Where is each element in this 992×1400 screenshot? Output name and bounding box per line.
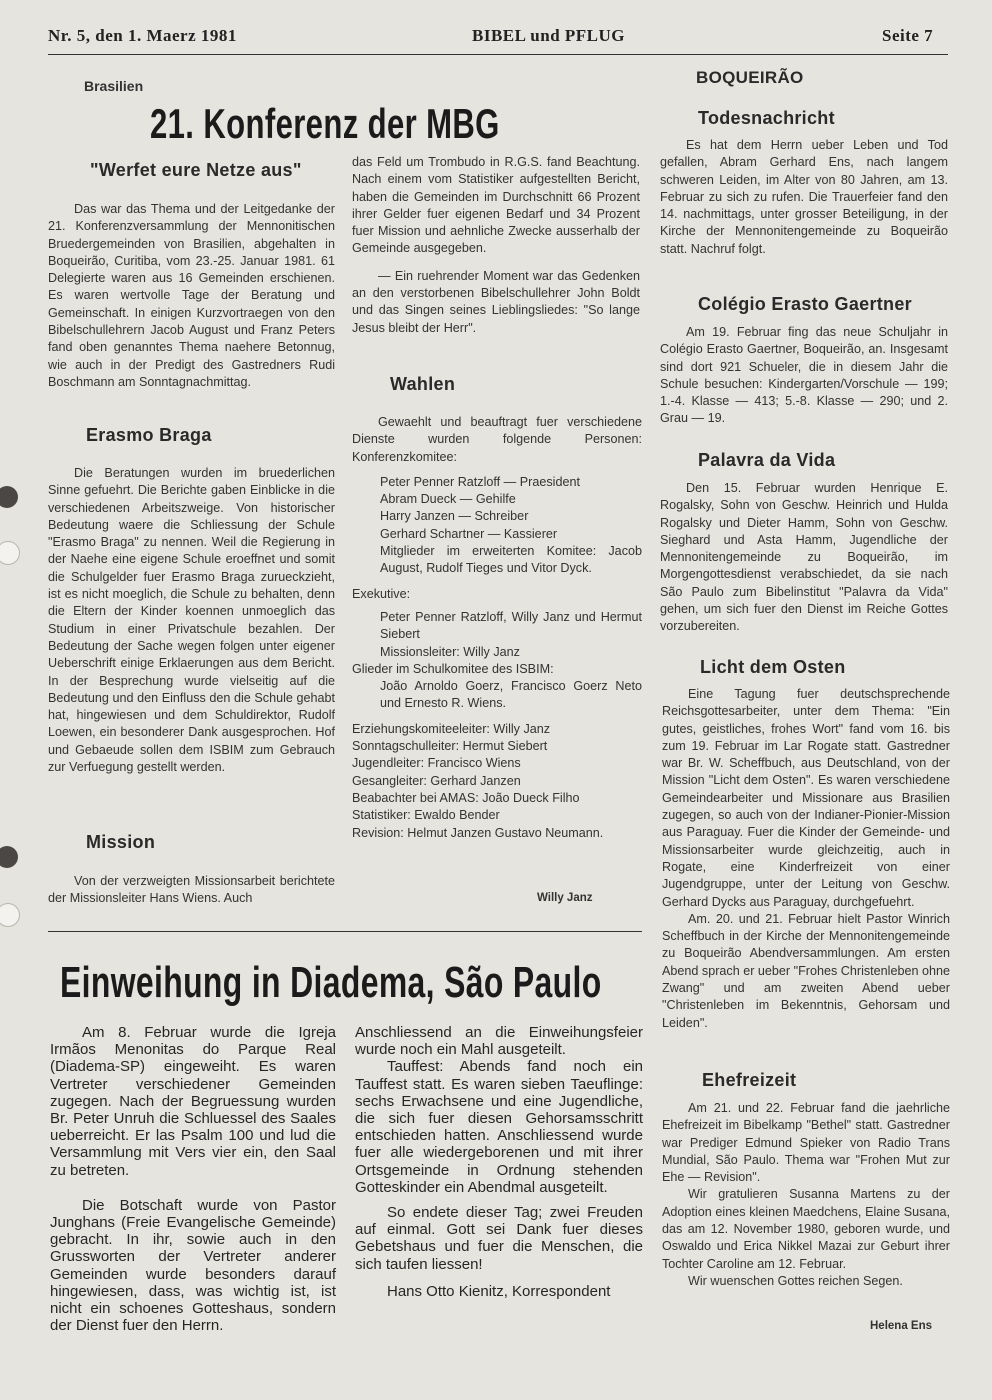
heading-boqueirao: BOQUEIRÃO [696,68,804,87]
heading-colegio: Colégio Erasto Gaertner [698,294,912,314]
licht-text-2: Am. 20. und 21. Februar hielt Pastor Winrich Scheffbuch in der Kirche der Mennonitengemeinde zu Boqueirão Abendversammlungen. Am ersten Abend sprach er ueber "Frohes Christenleben ohne Zwang" und am zweiten Abend ueber "Christenleben im Bekenntnis, Gehorsam und Leiden". [662,911,951,1030]
diadema-p1: Am 8. Februar wurde die Igreja Irmãos Menonitas do Parque Real (Diadema-SP) eingeweiht. Es waren Vertreter verschiedener Gemeinden zugegen. Nach der Begruessung wurden Br. Peter Unruh die Schluessel des Saales ueberreicht. Er las Psalm 100 und lud die Versammlung mit Vers vier ein, den Saal zu betreten. [50,1024,336,1179]
header-rule [48,54,948,55]
schulkomitee-members: João Arnoldo Goerz, Francisco Goerz Neto und Ernesto R. Wiens. [380,679,642,711]
headline-konferenz: 21. Konferenz der MBG [150,100,500,147]
signature-willy-janz: Willy Janz [537,892,593,904]
exekutive-members: Peter Penner Ratzloff, Willy Janz und Hermut Siebert [380,609,642,642]
ehe-text-3: Wir wuenschen Gottes reichen Segen. [688,1273,903,1288]
leiter-item: Revision: Helmut Janzen Gustavo Neumann. [352,825,604,840]
moment-text: — Ein ruehrender Moment war das Gedenken an den verstorbenen Bibelschullehrer John Boldt und das Singen seines Lieblingsliedes: "So lange Jesus bleibt der Herr". [352,268,640,335]
wahlen-intro: Gewaehlt und beauftragt fuer verschiedene Dienste wurden folgende Personen: Konferenzkomitee: [352,415,642,464]
kicker-brasilien: Brasilien [84,78,144,94]
palavra-body [660,480,948,636]
colegio-body [660,324,948,428]
erweitertes-komitee: Mitglieder im erweiterten Komitee: Jacob August, Rudolf Tieges und Vitor Dyck. [380,544,642,576]
binder-hole-3 [0,846,18,868]
subtitle-netze: "Werfet eure Netze aus" [90,160,302,180]
missionsleiter: Missionsleiter: Willy Janz [380,644,520,659]
todes-body [660,137,948,258]
leiter-item: Gesangleiter: Gerhard Janzen [352,773,521,788]
heading-erasmo-braga: Erasmo Braga [86,425,212,445]
mission-text: Von der verzweigten Missionsarbeit berichtete der Missionsleiter Hans Wiens. Auch [48,874,335,906]
konferenz-intro: Das war das Thema und der Leitgedanke der 21. Konferenzversammlung der Mennonitischen Bruedergemeinden von Brasilien, abgehalten in Boqueirão, Curitiba, vom 23.-25. Januar 1981. 61 Delegierte waren aus 16 Gemeinden erschienen. Es waren wertvolle Tage der Beratung und Gemeinschaft. In einigen Kurzvortraegen von den Bibelschullehrern Jacob August und Franz Peters fand oben genanntes Thema naehere Betonnug, wie auch in der Predigt des Gastredners Rudi Boschmann am Sonntagnachmittag. [48,202,335,389]
binder-hole-1 [0,486,18,508]
ehe-text-1: Am 21. und 22. Februar fand die jaehrliche Ehefreizeit im Bibelkamp "Bethel" statt. Gastredner war Prediger Edmund Spieker von Radio Trans Mundial, São Paulo. Thema war "Frohen Mut zur Ehe — Revision". [662,1101,950,1185]
mission-body [48,873,335,908]
schulkomitee-label: Glieder im Schulkomitee des ISBIM: [352,661,554,676]
leiter-item: Beabachter bei AMAS: João Dueck Filho [352,790,580,805]
leiter-item: Erziehungskomiteeleiter: Willy Janz [352,721,551,736]
exekutive-label: Exekutive: [352,586,411,601]
mission-continued: das Feld um Trombudo in R.G.S. fand Beachtung. Nach einem vom Statistiker aufgestellten Bericht, haben die Gemeinden im Durchschnitt 66 Prozent ihrer Gelder fuer eigenen Bedarf und 34 Prozent fuer Mission und aehnliche Zwecke ausserhalb der Gemeinde ausgegeben. [352,155,640,256]
diadema-column-1 [50,1024,336,1334]
komitee-item: Gerhard Schartner — Kassierer [380,526,558,541]
diadema-p3: Anschliessend an die Einweihungsfeier wurde noch ein Mahl ausgeteilt. [355,1024,643,1059]
diadema-p4: Tauffest: Abends fand noch ein Tauffest statt. Es waren sieben Taeuflinge: sechs Erwachsene und eine Jugendliche, die sich fuer diesen Gehorsamsschritt entschieden hatten. Anschliessend wurde fuer alle wiedergeborenen und mit ihrer Ortsgemeinde in Ordnung stehenden Gotteskinder ein Abendmal ausgeteilt. [355,1058,643,1196]
heading-todesnachricht: Todesnachricht [698,108,835,128]
signature-helena-ens: Helena Ens [870,1320,932,1332]
komitee-item: Abram Dueck — Gehilfe [380,492,516,507]
heading-palavra: Palavra da Vida [698,450,836,470]
heading-wahlen: Wahlen [390,374,456,394]
heading-mission: Mission [86,832,156,852]
heading-ehefreizeit: Ehefreizeit [702,1070,797,1090]
masthead: BIBEL und PFLUG [472,26,626,45]
ehe-body [662,1100,950,1290]
colegio-text: Am 19. Februar fing das neue Schuljahr in Colégio Erasto Gaertner, Boqueirão, an. Insgesamt sind dort 921 Schueler, die in diesem Jahr die Schule besuchen: Kindergarten/Vorschule — 199; 1.-4. Klasse — 413; 5.-8. Klasse — 290; und 2. Grau — 19. [660,325,948,426]
leiter-item: Jugendleiter: Francisco Wiens [352,756,521,771]
erasmo-braga-body [48,465,335,776]
page-number: Seite 7 [882,26,934,45]
leiter-item: Statistiker: Ewaldo Bender [352,808,500,823]
komitee-item: Peter Penner Ratzloff — Praesident [380,474,580,489]
erasmo-braga-text: Die Beratungen wurden im bruederlichen Sinne gefuehrt. Die Berichte gaben Einblicke in die verschiedenen Arbeitszweige. Von historischer Bedeutung waere die Schliessung der Schule "Erasmo Braga" zu nennen. Weil die Regierung in der Naehe eine eigene Schule eroeffnet und somit die Schulgelder fuer Erasmo Braga zurueckzieht, ist es nicht moeglich, die Schule zu behalten, denn die Eltern der Kinder koennen unmoeglich das Studium in einer Privatschule bezahlen. Der Bedeutung der Sache wegen folgen unter eigener Ueberschrift einige Erklaerungen aus dem Bericht. In der Besprechung wurde vielseitig auf die Bedeutung und den Einfluss den die Schule gehabt hat, hingewiesen und dem Schuldirektor, Rudolf Loewen, ein besonderer Dank ausgesprochen. Hof und Gebaeude sollen dem ISBIM zum Gebrauch zur Verfuegung gestellt werden. [48,466,335,775]
binder-hole-2 [0,541,20,565]
binder-hole-4 [0,903,20,927]
diadema-signature: Hans Otto Kienitz, Korrespondent [387,1282,611,1300]
leiter-item: Sonntagschulleiter: Hermut Siebert [352,739,548,754]
diadema-p5: So endete dieser Tag; zwei Freuden auf einmal. Gott sei Dank fuer dieses Gebetshaus und fuer die Menschen, die sich taufen liessen! [355,1204,643,1273]
wahlen-list [352,414,642,842]
licht-body [662,686,950,1032]
todes-text: Es hat dem Herrn ueber Leben und Tod gefallen, Abram Gerhard Ens, nach langem schweren Leiden, im Alter von 80 Jahren, am 13. Februar zu sich zu rufen. Die Trauerfeier fand den 14. nachmittags, unter grosser Beteiligung, in der Kirche der Mennonitengemeinde zu Boqueirão statt. Nachruf folgt. [660,138,948,256]
diadema-p2: Die Botschaft wurde von Pastor Junghans (Freie Evangelische Gemeinde) gebracht. In ihr, sowie auch in den Grussworten der Vertreter anderer Gemeinden wurde besonders darauf hingewiesen, dass, was wichtig ist, ist nicht ein schoenes Gotteshaus, sondern der Dienst fuer den Herrn. [50,1196,336,1335]
diadema-column-2 [355,1024,643,1300]
issue-number: Nr. 5, den 1. Maerz 1981 [48,26,237,45]
heading-licht: Licht dem Osten [700,657,846,677]
konferenz-column-2 [352,154,640,337]
konferenz-column-1 [48,201,335,391]
palavra-text: Den 15. Februar wurden Henrique E. Rogalsky, Sohn von Geschw. Heinrich und Hulda Rogalsky und Dieter Hamm, Sohn von Geschw. Sieghard und Asta Hamm, Jugendliche der Mennonitengemeinde zu Boqueirão, im Morgengottesdienst verabschiedet, da sie nach São Paulo zum Bibelinstitut "Palavra da Vida" gehen, um sich fuer den Dienst im Reiche Gottes vorzubereiten. [660,481,948,634]
licht-text-1: Eine Tagung fuer deutschsprechende Reichsgottesarbeiter, unter dem Thema: "Ein gutes, geistliches, frohes Wort" fand vom 16. bis zum 19. Februar im Lar Rogate statt. Gastredner war Br. W. Scheffbuch, aus Deutschland, von der Mission "Licht dem Osten". Es waren verschiedene Gemeindearbeiter und Missionare aus Brasilien zugegen, so auch von der Indianer-Pionier-Mission aus Paraguay. Fuer die Kinder der Gemeinde- und Missionsarbeiter wurde gleichzeitig, auch in Rogate, eine Kinderfreizeit von einer Jugendgruppe, unter der Leitung von Geschw. Gerhard Dycks aus Paraguay, durchgefuehrt. [662,687,950,909]
article-divider [48,931,642,932]
headline-diadema: Einweihung in Diadema, São Paulo [60,958,602,1007]
ehe-text-2: Wir gratulieren Susanna Martens zu der Adoption eines kleinen Maedchens, Elaine Susana, das am 12. November 1980, geboren wurde, und Oswaldo und Erica Nikkel Mazai zur Geburt ihrer Tochter Caroline am 12. Februar. [662,1187,950,1271]
komitee-item: Harry Janzen — Schreiber [380,509,529,524]
